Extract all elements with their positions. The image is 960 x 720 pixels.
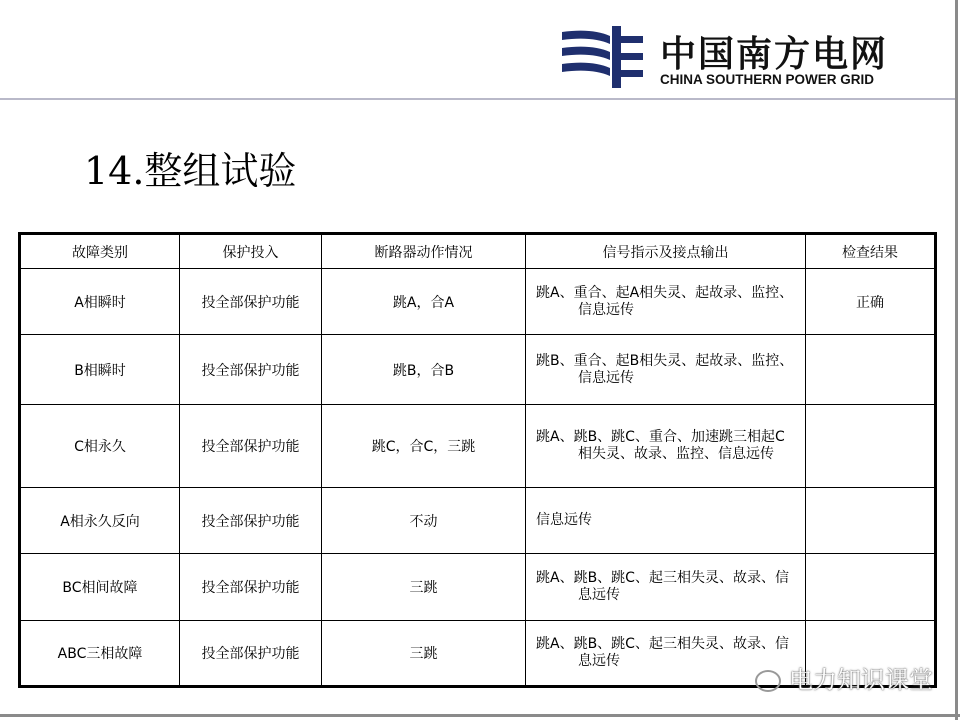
protection-cell: 投全部保护功能	[180, 554, 322, 621]
result-cell	[806, 335, 936, 405]
header-divider	[0, 98, 955, 100]
breaker-action-cell: 不动	[322, 488, 526, 554]
logo-chinese-name: 中国南方电网	[660, 34, 889, 75]
signal-output-cell: 跳A、跳B、跳C、重合、加速跳三相起C相失灵、故录、监控、信息远传	[526, 405, 806, 488]
slide-border-bottom	[0, 714, 960, 717]
slide-border-right	[955, 0, 958, 720]
signal-output-cell: 跳A、跳B、跳C、起三相失灵、故录、信息远传	[526, 554, 806, 621]
logo-mark-icon	[562, 26, 646, 88]
table-row	[20, 335, 936, 405]
protection-cell: 投全部保护功能	[180, 488, 322, 554]
protection-cell: 投全部保护功能	[180, 269, 322, 335]
header-cell: 故障类别	[20, 234, 180, 269]
header-cell: 信号指示及接点输出	[526, 234, 806, 269]
breaker-action-cell: 跳B，合B	[322, 335, 526, 405]
fault-type-cell: A相永久反向	[20, 488, 180, 554]
signal-output-cell: 跳A、跳B、跳C、起三相失灵、故录、信息远传	[526, 621, 806, 687]
watermark	[755, 660, 933, 695]
table-row	[20, 554, 936, 621]
protection-cell: 投全部保护功能	[180, 621, 322, 687]
header-cell: 断路器动作情况	[322, 234, 526, 269]
company-logo	[562, 26, 922, 88]
watermark-text: 电力知识课堂	[789, 666, 933, 694]
result-cell	[806, 554, 936, 621]
breaker-action-cell: 三跳	[322, 621, 526, 687]
breaker-action-cell: 三跳	[322, 554, 526, 621]
table-row	[20, 405, 936, 488]
breaker-action-cell: 跳C，合C，三跳	[322, 405, 526, 488]
fault-type-cell: BC相间故障	[20, 554, 180, 621]
signal-output-cell: 信息远传	[526, 488, 806, 554]
signal-output-cell: 跳B、重合、起B相失灵、起故录、监控、信息远传	[526, 335, 806, 405]
fault-type-cell: ABC三相故障	[20, 621, 180, 687]
table-row	[20, 269, 936, 335]
protection-cell: 投全部保护功能	[180, 335, 322, 405]
table-row	[20, 488, 936, 554]
logo-english-name: CHINA SOUTHERN POWER GRID	[660, 72, 875, 87]
table-header-row	[20, 234, 936, 269]
protection-cell: 投全部保护功能	[180, 405, 322, 488]
result-cell: 正确	[806, 269, 936, 335]
breaker-action-cell: 跳A，合A	[322, 269, 526, 335]
slide-title: 14.整组试验	[84, 149, 297, 193]
signal-output-cell: 跳A、重合、起A相失灵、起故录、监控、信息远传	[526, 269, 806, 335]
header-cell: 检查结果	[806, 234, 936, 269]
fault-type-cell: A相瞬时	[20, 269, 180, 335]
wechat-icon	[755, 670, 781, 692]
result-cell	[806, 405, 936, 488]
result-cell	[806, 488, 936, 554]
test-results-table	[18, 232, 937, 688]
header-cell: 保护投入	[180, 234, 322, 269]
fault-type-cell: C相永久	[20, 405, 180, 488]
fault-type-cell: B相瞬时	[20, 335, 180, 405]
